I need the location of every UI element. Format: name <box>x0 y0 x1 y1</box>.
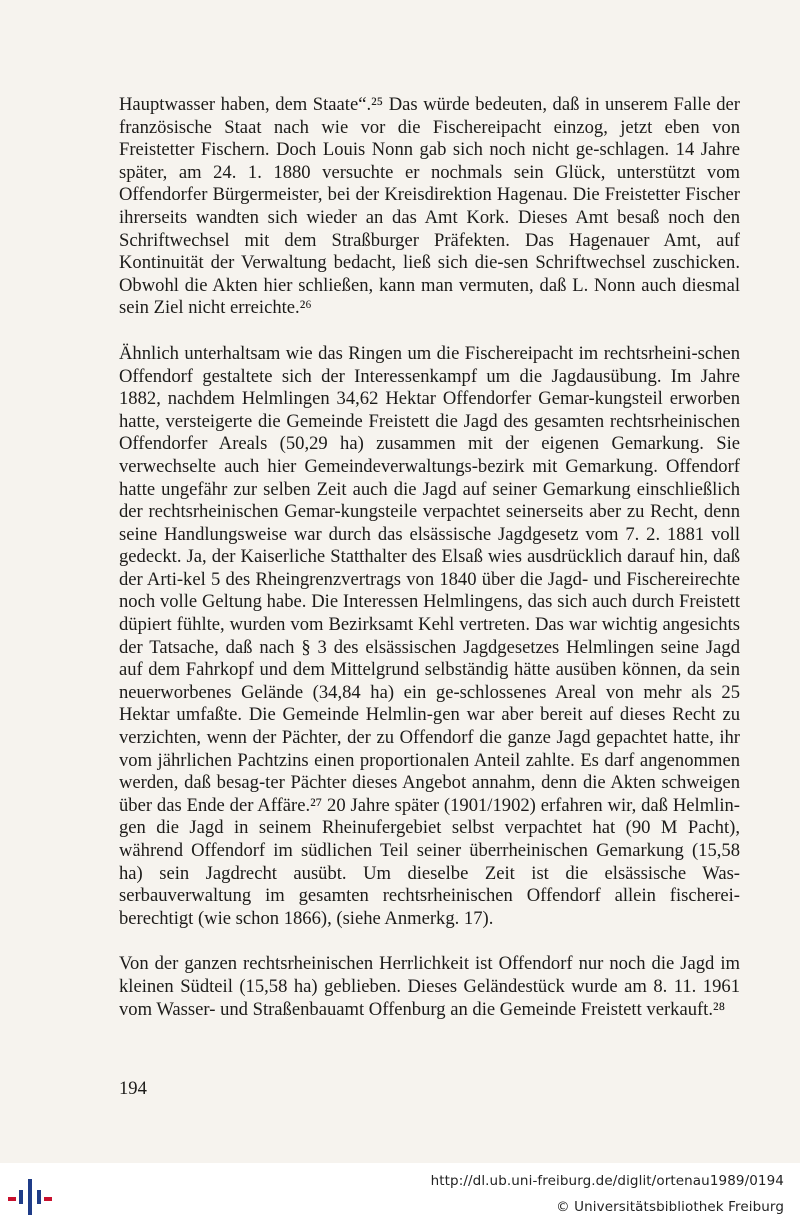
copyright-notice: © Universitätsbibliothek Freiburg <box>556 1199 784 1215</box>
ub-freiburg-logo-icon <box>8 1177 54 1217</box>
paragraph: Ähnlich unterhaltsam wie das Ringen um die Fischereipacht im rechtsrheini-schen Offendorf gestaltete sich der Interessenkampf um die Jagdausübung. Im Jahre 1882, nachdem Helmlingen 34,62 Hektar Offendorfer Gemar-kungsteil erworben hatte, versteigerte die Gemeinde Freistett die Jagd des gesamten rechtsrheinischen Offendorfer Areals (50,29 ha) zusammen mit der eigenen Gemarkung. Sie verwechselte auch hier Gemeindeverwaltungs-bezirk mit Gemarkung. Offendorf hatte ungefähr zur selben Zeit auch die Jagd auf seiner Gemarkung einschließlich der rechtsrheinischen Gemar-kungsteile verpachtet seinerseits aber zu Recht, denn seine Handlungsweise war durch das elsässische Jagdgesetz vom 7. 2. 1881 voll gedeckt. Ja, der Kaiserliche Statthalter des Elsaß wies ausdrücklich darauf hin, daß der Arti-kel 5 des Rheingrenzvertrags von 1840 über die Jagd- und Fischereirechte noch volle Geltung habe. Die Interessen Helmlingens, das sich auch durch Freistett düpiert fühlte, wurden vom Bezirksamt Kehl vertreten. Das war wichtig angesichts der Tatsache, daß nach § 3 des elsässischen Jagdgesetzes Helmlingen seine Jagd auf dem Fahrkopf und dem Mittelgrund selbständig hätte ausüben können, da sein neuerworbenes Gelände (34,84 ha) ein ge-schlossenes Areal von mehr als 25 Hektar umfaßte. Die Gemeinde Helmlin-gen war aber bereit auf dieses Recht zu verzichten, wenn der Pächter, der zu Offendorf die ganze Jagd gepachtet hatte, ihr vom jährlichen Pachtzins einen proportionalen Anteil zahlte. Es darf angenommen werden, daß besag-ter Pächter dieses Angebot annahm, denn die Akten schweigen über das Ende der Affäre.²⁷ 20 Jahre später (1901/1902) erfahren wir, daß Helmlin-gen die Jagd in seinem Rheinufergebiet selbst verpachtet hat (90 M Pacht), während Offendorf im südlichen Teil seiner überrheinischen Gemarkung (15,58 ha) sein Jagdrecht ausübt. Um dieselbe Zeit ist die elsässische Was-serbauverwaltung im gesamten rechtsrheinischen Offendorf allein fischerei-berechtigt (wie schon 1866), (siehe Anmerkg. 17). <box>119 342 740 929</box>
page-body <box>119 94 740 1021</box>
paragraph: Von der ganzen rechtsrheinischen Herrlichkeit ist Offendorf nur noch die Jagd im kleinen Südteil (15,58 ha) geblieben. Dieses Geländestück wurde am 8. 11. 1961 vom Wasser- und Straßenbauamt Offenburg an die Gemeinde Freistett verkauft.²⁸ <box>119 953 740 1020</box>
footer-bar <box>0 1163 800 1224</box>
page-number: 194 <box>119 1078 147 1099</box>
source-url[interactable]: http://dl.ub.uni-freiburg.de/diglit/ortenau1989/0194 <box>430 1173 784 1189</box>
paragraph: Hauptwasser haben, dem Staate“.²⁵ Das würde bedeuten, daß in unserem Falle der französische Staat nach wie vor die Fischereipacht einzog, jetzt eben von Freistetter Fischern. Doch Louis Nonn gab sich noch nicht ge-schlagen. 14 Jahre später, am 24. 1. 1880 versuchte er nochmals sein Glück, unterstützt vom Offendorfer Bürgermeister, bei der Kreisdirektion Hagenau. Die Freistetter Fischer ihrerseits wandten sich wieder an das Amt Kork. Dieses Amt besaß noch den Schriftwechsel mit dem Straßburger Präfekten. Das Hagenauer Amt, auf Kontinuität der Verwaltung bedacht, ließ sich die-sen Schriftwechsel zuschicken. Obwohl die Akten hier schließen, kann man vermuten, daß L. Nonn auch diesmal sein Ziel nicht erreichte.²⁶ <box>119 94 740 319</box>
